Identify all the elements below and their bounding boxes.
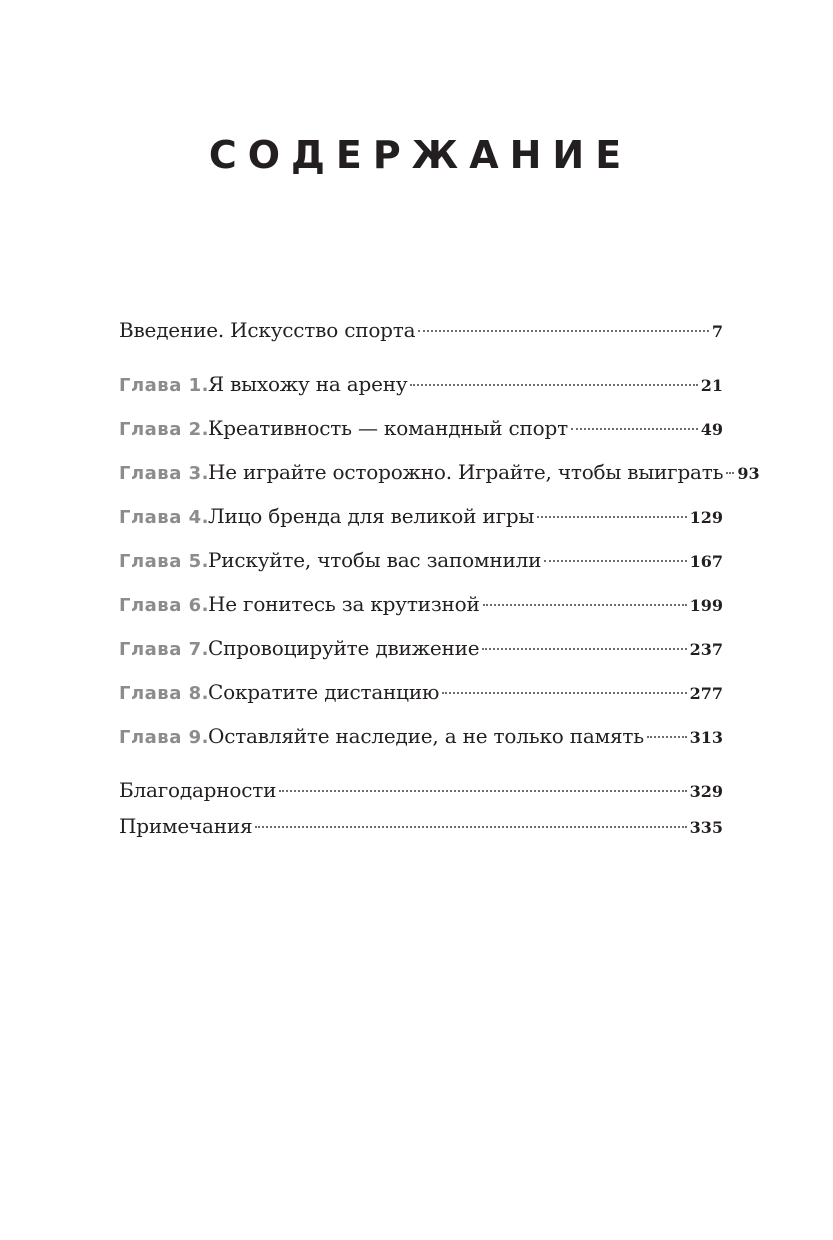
toc-page-number: 335 [689,818,723,837]
toc-entry-title: Не гонитесь за крутизной [208,592,480,616]
toc-entry-title: Спровоцируйте движение [208,636,480,660]
chapter-label: Глава 8. [119,683,209,704]
toc-entry-chapter-5[interactable] [119,542,723,586]
dot-leader [483,604,687,606]
toc-entry-notes[interactable] [119,808,723,844]
dot-leader [726,472,734,474]
toc-entry-chapter-7[interactable] [119,630,723,674]
chapter-label: Глава 9. [119,727,209,748]
toc-entry-chapter-8[interactable] [119,674,723,718]
dot-leader [410,384,697,386]
toc-entry-chapter-6[interactable] [119,586,723,630]
chapter-label: Глава 4. [119,507,209,528]
toc-page-number: 313 [689,728,723,747]
table-of-contents [119,312,760,844]
chapter-label: Глава 1. [119,375,209,396]
toc-page-number: 237 [689,640,723,659]
toc-page-number: 7 [711,322,723,341]
toc-page-number: 167 [689,552,723,571]
toc-page-number: 21 [700,376,723,395]
toc-entry-chapter-3[interactable] [119,454,760,498]
chapter-label: Глава 6. [119,595,209,616]
toc-entry-title: Введение. Искусство спорта [119,318,416,342]
toc-entry-title: Сократите дистанцию [208,680,440,704]
toc-entry-title: Благодарности [119,778,277,802]
chapter-label: Глава 3. [119,463,209,484]
chapter-label: Глава 5. [119,551,209,572]
dot-leader [279,790,686,792]
dot-leader [482,648,686,650]
dot-leader [442,692,686,694]
dot-leader [647,736,687,738]
page-title: СОДЕРЖАНИЕ [208,133,633,178]
chapter-label: Глава 2. [119,419,209,440]
toc-entry-introduction[interactable] [119,312,723,356]
toc-entry-title: Примечания [119,814,253,838]
dot-leader [537,516,686,518]
toc-page-number: 199 [689,596,723,615]
toc-entry-title: Не играйте осторожно. Играйте, чтобы выиграть [208,460,724,484]
toc-entry-chapter-4[interactable] [119,498,723,542]
toc-entry-title: Креативность — командный спорт [208,416,568,440]
toc-page-number: 93 [737,464,760,483]
toc-page-number: 329 [689,782,723,801]
dot-leader [255,826,686,828]
toc-page-number: 49 [700,420,723,439]
toc-entry-chapter-1[interactable] [119,366,723,410]
toc-entry-title: Я выхожу на арену [208,372,408,396]
toc-page-number: 277 [689,684,723,703]
toc-entry-title: Лицо бренда для великой игры [208,504,535,528]
toc-page-number: 129 [689,508,723,527]
toc-entry-acknowledgements[interactable] [119,772,723,808]
chapter-label: Глава 7. [119,639,209,660]
toc-entry-chapter-9[interactable] [119,718,723,762]
dot-leader [544,560,686,562]
toc-entry-title: Оставляйте наследие, а не только память [208,724,644,748]
toc-entry-chapter-2[interactable] [119,410,723,454]
dot-leader [571,428,698,430]
toc-entry-title: Рискуйте, чтобы вас запомнили [208,548,542,572]
dot-leader [418,330,709,332]
